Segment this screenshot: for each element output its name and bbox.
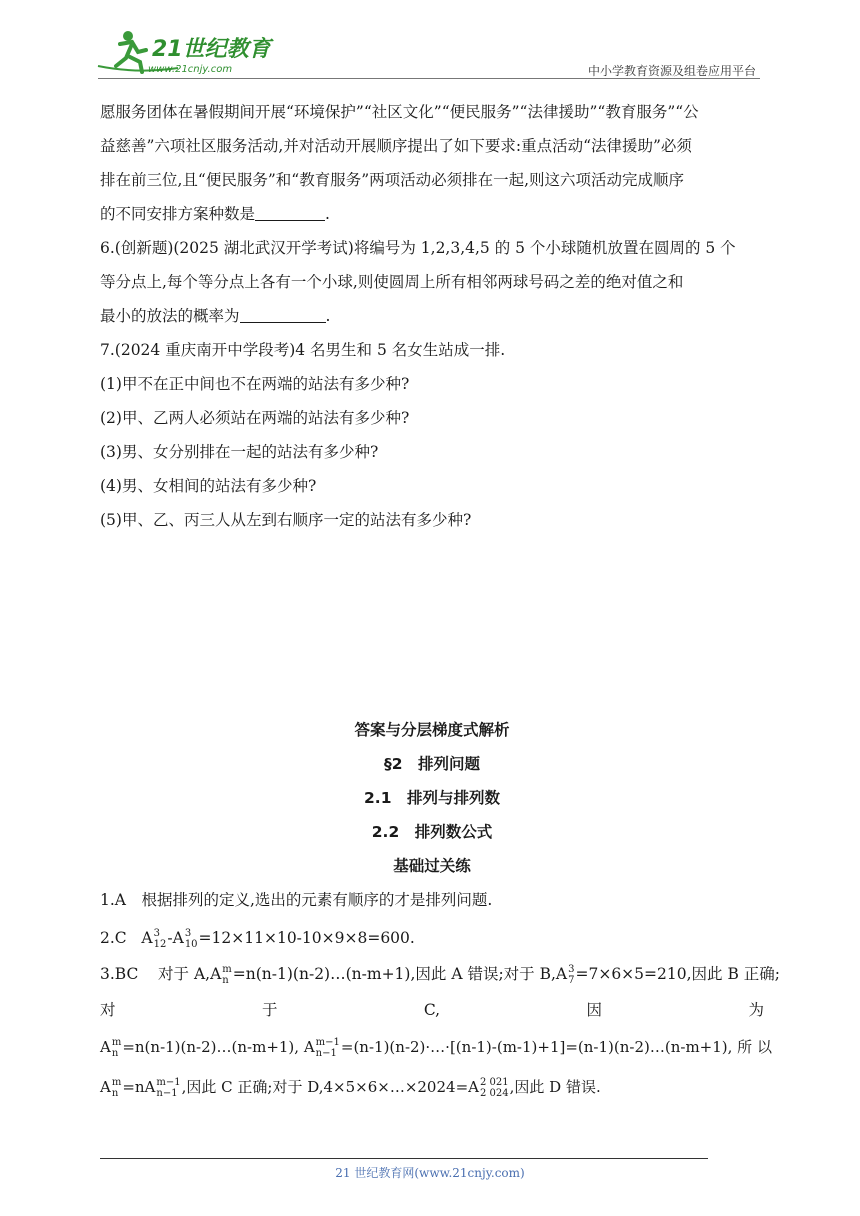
answer-3-spread-line: 对 于 C, 因 为: [100, 1001, 764, 1019]
answer-3-cont: A m n =n(n-1)(n-2)…(n-m+1), A m−1 n−1 =(n-1)(n-2)·…·[(n-1)-(m-1)+1]=(n-1)(n-2)…(n-m+1), 所 以 A m n =nA m−1 n−1 ,因此 C 正确;对于 D,4×5×6×…×2024=A 2 021 2 024 ,因此 D 错误.: [100, 1037, 772, 1099]
site-logo: [98, 26, 271, 76]
q7-part-1: (1)甲不在正中间也不在两端的站法有多少种?: [100, 375, 410, 393]
answer-2: 2.C A 3 12 -A 3 10 =12×11×10-10×9×8=600.: [100, 928, 415, 950]
subsection-title: 2.2 排列数公式: [371, 823, 493, 841]
q7-part-4: (4)男、女相间的站法有多少种?: [100, 477, 317, 495]
page-header: [98, 26, 760, 80]
header-divider: [98, 78, 760, 79]
question-7: 7.(2024 重庆南开中学段考)4 名男生和 5 名女生站成一排. (1)甲不在正中间也不在两端的站法有多少种? (2)甲、乙两人必须站在两端的站法有多少种? (3)男、女分别排在一起的站法有多少种? (4)男、女相间的站法有多少种? (5)甲、乙、丙三人从左到右顺序一定的站法有多少种?: [100, 333, 764, 537]
level-title: 基础过关练: [393, 857, 471, 875]
question-5: 愿服务团体在暑假期间开展“环境保护”“社区文化”“便民服务”“法律援助”“教育服务”“公 益慈善”六项社区服务活动,并对活动开展顺序提出了如下要求:重点活动“法律援助”必须 排在前三位,且“便民服务”和“教育服务”两项活动必须排在一起,则这六项活动完成顺序 的不同安排方案种数是 .: [100, 103, 699, 223]
q7-part-2: (2)甲、乙两人必须站在两端的站法有多少种?: [100, 409, 410, 427]
answer-1: 1.A 根据排列的定义,选出的元素有顺序的才是排列问题.: [100, 891, 493, 909]
section-title: §2 排列问题: [383, 755, 481, 773]
q7-part-5: (5)甲、乙、丙三人从左到右顺序一定的站法有多少种?: [100, 511, 472, 529]
answers-title: 答案与分层梯度式解析: [354, 721, 510, 739]
document-body: [100, 95, 780, 1107]
svg-text:21世纪教育: 21世纪教育: [152, 37, 271, 62]
answer-blank: [255, 206, 325, 221]
q7-part-3: (3)男、女分别排在一起的站法有多少种?: [100, 443, 379, 461]
answer-3: 3.BC 对于 A,A m n =n(n-1)(n-2)…(n-m+1),因此 A 错误;对于 B,A 3 7 =7×6×5=210,因此 B 正确;: [100, 964, 780, 986]
footer-divider: [100, 1158, 708, 1159]
footer-text: 21 世纪教育网(www.21cnjy.com): [335, 1166, 525, 1180]
question-6: 6.(创新题)(2025 湖北武汉开学考试)将编号为 1,2,3,4,5 的 5 个小球随机放置在圆周的 5 个 等分点上,每个等分点上各有一个小球,则使圆周上所有相邻两球号码之差的绝对值之和 最小的放法的概率为 .: [100, 239, 736, 325]
answer-blank: [240, 308, 326, 323]
svg-text:www.21cnjy.com: www.21cnjy.com: [148, 64, 233, 75]
subsection-title: 2.1 排列与排列数: [364, 789, 500, 807]
platform-name: 中小学教育资源及组卷应用平台: [587, 64, 756, 78]
